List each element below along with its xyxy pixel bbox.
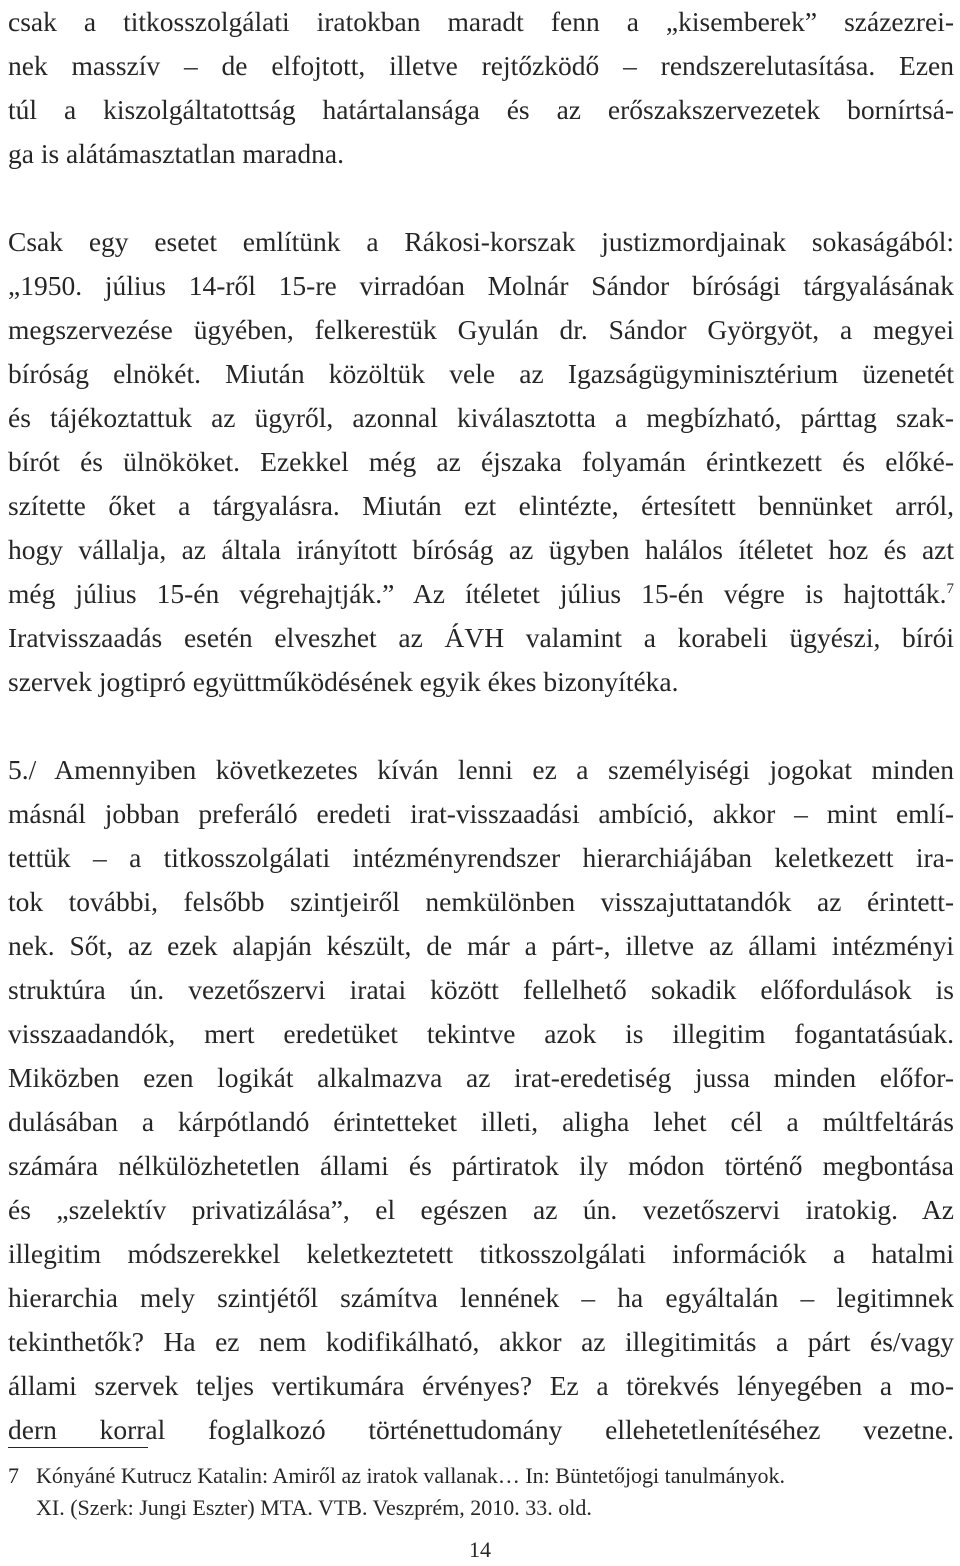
footnote: [8, 1460, 954, 1524]
page-number: 14: [469, 1537, 491, 1562]
text-line: illegitim módszerekkel keletkeztetett titkosszolgálati információk a hatalmi: [8, 1238, 954, 1269]
text-line: nek. Sőt, az ezek alapján készült, de már a párt-, illetve az állami intézményi: [8, 930, 954, 961]
text-line: túl a kiszolgáltatottság határtalansága és az erőszakszervezetek bornírtsá-: [8, 94, 954, 125]
text-line: bíróság elnökét. Miután közöltük vele az Igazságügyminisztérium üzenetét: [8, 358, 954, 389]
text-line: visszaadandók, mert eredetüket tekintve azok is illegitim fogantatásúak.: [8, 1018, 954, 1049]
text-line: bírót és ülnököket. Ezekkel még az éjszaka folyamán érintkezett és előké-: [8, 446, 954, 477]
text-line: 5./ Amennyiben következetes kíván lenni ez a személyiségi jogokat minden: [8, 754, 954, 785]
text-line: Miközben ezen logikát alkalmazva az irat-eredetiség jussa minden előfor-: [8, 1062, 954, 1093]
text-line: szervek jogtipró együttműködésének egyik ékes bizonyítéka.: [8, 666, 679, 697]
paragraph-3: [8, 748, 954, 1452]
footnote-text: XI. (Szerk: Jungi Eszter) MTA. VTB. Veszprém, 2010. 33. old.: [36, 1495, 592, 1520]
text-line: hierarchia mely szintjétől számítva lennének – ha egyáltalán – legitimnek: [8, 1282, 954, 1313]
text-line: csak a titkosszolgálati iratokban maradt fenn a „kisemberek” százezrei-: [8, 6, 954, 37]
footnote-text: Kónyáné Kutrucz Katalin: Amiről az iratok vallanak… In: Büntetőjogi tanulmányok.: [36, 1463, 786, 1488]
text-line: dulásában a kárpótlandó érintetteket illeti, aligha lehet cél a múltfeltárás: [8, 1106, 954, 1137]
text-line: struktúra ún. vezetőszervi iratai között fellelhető sokadik előfordulások is: [8, 974, 954, 1005]
text-line: tettük – a titkosszolgálati intézményrendszer hierarchiájában keletkezett ira-: [8, 842, 954, 873]
text-line: állami szervek teljes vertikumára érvényes? Ez a törekvés lényegében a mo-: [8, 1370, 954, 1401]
page-body: [8, 0, 954, 1452]
text-line: szítette őket a tárgyalásra. Miután ezt elintézte, értesített bennünket arról,: [8, 490, 954, 521]
paragraph-2: [8, 220, 954, 704]
text-line: Csak egy esetet említünk a Rákosi-korszak justizmordjainak sokaságából:: [8, 226, 954, 257]
footnote-divider: [8, 1447, 148, 1448]
text-segment: még július 15-én végrehajtják.” Az ítéletet július 15-én végre is hajtották.: [8, 578, 947, 609]
text-line: dern korral foglalkozó történettudomány ellehetetlenítéséhez vezetne.: [8, 1414, 954, 1445]
footnote-number: 7: [8, 1463, 19, 1488]
text-line: ga is alátámasztatlan maradna.: [8, 138, 344, 169]
text-line: tok további, felsőbb szintjeiről nemkülönben visszajuttatandók az érintett-: [8, 886, 954, 917]
text-line: hogy vállalja, az általa irányított bíróság az ügyben halálos ítéletet hoz és azt: [8, 534, 954, 565]
text-line: és tájékoztattuk az ügyről, azonnal kiválasztotta a megbízható, párttag szak-: [8, 402, 954, 433]
text-line: megszervezése ügyében, felkerestük Gyulán dr. Sándor Györgyöt, a megyei: [8, 314, 954, 345]
paragraph-gap: [8, 704, 954, 748]
footnote-line: [8, 1492, 954, 1524]
text-line: számára nélkülözhetetlen állami és pártiratok ily módon történő megbontása: [8, 1150, 954, 1181]
text-line: Iratvisszaadás esetén elveszhet az ÁVH valamint a korabeli ügyészi, bírói: [8, 622, 954, 653]
paragraph-1: [8, 0, 954, 176]
text-line: és „szelektív privatizálása”, el egészen az ún. vezetőszervi iratokig. Az: [8, 1194, 954, 1225]
text-line: tekinthetők? Ha ez nem kodifikálható, akkor az illegitimitás a párt és/vagy: [8, 1326, 954, 1357]
text-line: nek masszív – de elfojtott, illetve rejtőzködő – rendszerelutasítása. Ezen: [8, 50, 954, 81]
text-line: másnál jobban preferáló eredeti irat-visszaadási ambíció, akkor – mint emlí-: [8, 798, 954, 829]
text-line: „1950. július 14-ről 15-re virradóan Molnár Sándor bírósági tárgyalásának: [8, 270, 954, 301]
text-line-with-footnote: [8, 572, 954, 616]
footnote-line: [8, 1460, 954, 1492]
footnote-reference[interactable]: 7: [946, 580, 954, 597]
paragraph-gap: [8, 176, 954, 220]
